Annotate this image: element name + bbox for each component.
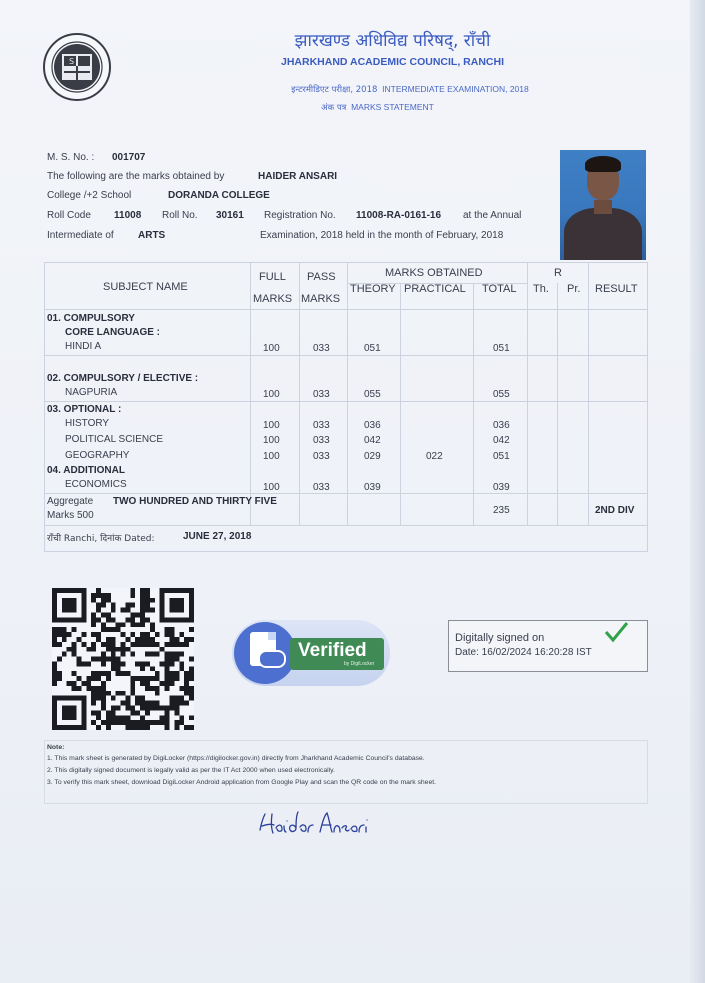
college-name: DORANDA COLLEGE	[168, 190, 270, 201]
handwritten-signature	[258, 806, 388, 842]
section-optional: 03. OPTIONAL :	[47, 404, 122, 415]
exam-title	[0, 84, 705, 95]
header-full-marks: MARKS	[253, 293, 293, 305]
ms-title-hindi: अंक पत्र	[321, 103, 347, 113]
note-item: 3. To verify this mark sheet, download DigiLocker Android application from Google Play and scan the QR code on the mark sheet.	[47, 779, 437, 786]
total-marks: 036	[493, 420, 510, 431]
header-total: TOTAL	[482, 283, 517, 295]
aggregate-label: Aggregate	[47, 496, 94, 507]
grid-line	[299, 263, 300, 525]
theory-marks: 055	[364, 389, 381, 400]
theory-marks: 039	[364, 482, 381, 493]
roll-code-value: 11008	[114, 210, 142, 221]
pass-marks: 033	[313, 343, 330, 354]
subject-name: POLITICAL SCIENCE	[65, 434, 163, 445]
header-full: FULL	[259, 271, 286, 283]
verified-text: Verified	[298, 640, 367, 661]
pass-marks: 033	[313, 420, 330, 431]
grid-line	[400, 283, 401, 525]
note-item: 1. This mark sheet is generated by DigiLocker (https://digilocker.gov.in) directly from Jharkhand Academic Council's database.	[47, 755, 425, 762]
student-name: HAIDER ANSARI	[258, 171, 338, 182]
header-pass: PASS	[307, 271, 336, 283]
grid-line	[473, 283, 474, 525]
result-division: 2ND DIV	[595, 505, 635, 516]
full-marks: 100	[263, 420, 280, 431]
subject-name: GEOGRAPHY	[65, 450, 130, 461]
total-marks: 051	[493, 451, 510, 462]
svg-text:S: S	[69, 57, 75, 66]
header-marks-obtained: MARKS OBTAINED	[385, 267, 483, 279]
header-subject-name: SUBJECT NAME	[103, 281, 188, 293]
section-additional: 04. ADDITIONAL	[47, 465, 125, 476]
note-title: Note:	[47, 744, 65, 751]
total-marks: 039	[493, 482, 510, 493]
signed-date: Date: 16/02/2024 16:20:28 IST	[455, 647, 592, 658]
grid-line	[250, 263, 251, 525]
ms-no-value: 001707	[112, 152, 146, 163]
full-marks: 100	[263, 343, 280, 354]
photo-hair	[585, 156, 621, 172]
dated-label: राँची Ranchi, दिनांक Dated:	[47, 534, 155, 544]
pass-marks: 033	[313, 389, 330, 400]
full-marks: 100	[263, 435, 280, 446]
qr-code	[52, 588, 194, 730]
header-r: R	[554, 267, 562, 279]
grid-line	[557, 283, 558, 525]
photo-neck	[594, 200, 612, 214]
dated-value: JUNE 27, 2018	[183, 531, 252, 542]
total-marks: 042	[493, 435, 510, 446]
grid-line	[45, 355, 647, 356]
cloud-icon	[258, 650, 286, 668]
signed-on-label: Digitally signed on	[455, 632, 545, 644]
grid-line	[45, 493, 647, 494]
header-result: RESULT	[595, 283, 638, 295]
pass-marks: 033	[313, 451, 330, 462]
council-english-title: JHARKHAND ACADEMIC COUNCIL, RANCHI	[280, 56, 505, 68]
theory-marks: 029	[364, 451, 381, 462]
exam-title-english: INTERMEDIATE EXAMINATION, 2018	[382, 84, 529, 94]
header-pr: Pr.	[567, 283, 581, 295]
ms-no-label: M. S. No. :	[47, 152, 95, 163]
exam-title-hindi: इन्टरमीडिएट परीक्षा, 2018	[291, 85, 378, 95]
annual-text: at the Annual	[463, 210, 522, 221]
full-marks: 100	[263, 482, 280, 493]
header-pass-marks: MARKS	[301, 293, 341, 305]
aggregate-in-words: TWO HUNDRED AND THIRTY FIVE	[113, 496, 277, 507]
stream-value: ARTS	[138, 230, 166, 241]
note-item: 2. This digitally signed document is legally valid as per the IT Act 2000 when used electronically.	[47, 767, 335, 774]
theory-marks: 051	[364, 343, 381, 354]
roll-code-label: Roll Code	[47, 210, 91, 221]
grid-line	[347, 263, 348, 525]
digital-signature-box	[448, 620, 648, 672]
subject-name: HINDI A	[65, 341, 102, 352]
intro-text: The following are the marks obtained by	[47, 171, 225, 182]
subject-name: HISTORY	[65, 418, 110, 429]
college-label: College /+2 School	[47, 190, 132, 201]
grid-line	[45, 401, 647, 402]
subject-name: NAGPURIA	[65, 387, 118, 398]
paper-fold	[690, 0, 705, 983]
ms-title-english: MARKS STATEMENT	[351, 102, 434, 112]
max-marks-label: Marks 500	[47, 510, 94, 521]
header-theory: THEORY	[350, 283, 396, 295]
theory-marks: 042	[364, 435, 381, 446]
grid-line	[588, 263, 589, 525]
photo-body	[564, 208, 642, 260]
intermediate-label: Intermediate of	[47, 230, 114, 241]
marks-table	[44, 262, 648, 552]
section-core-language: CORE LANGUAGE :	[65, 327, 160, 338]
roll-no-value: 30161	[216, 210, 244, 221]
pass-marks: 033	[313, 435, 330, 446]
registration-label: Registration No.	[264, 210, 336, 221]
total-marks: 051	[493, 343, 510, 354]
student-photo	[560, 150, 646, 260]
full-marks: 100	[263, 389, 280, 400]
council-hindi-title: झारखण्ड अधिविद्य परिषद्, राँची	[294, 31, 491, 51]
pass-marks: 033	[313, 482, 330, 493]
roll-no-label: Roll No.	[162, 210, 198, 221]
grid-line	[45, 525, 647, 526]
digilocker-verified-badge	[232, 620, 390, 686]
registration-value: 11008-RA-0161-16	[356, 210, 442, 221]
exam-held-text: Examination, 2018 held in the month of February, 2018	[260, 230, 504, 241]
theory-marks: 036	[364, 420, 381, 431]
aggregate-total: 235	[493, 505, 510, 516]
verified-subtext: by DigiLocker	[344, 661, 375, 667]
full-marks: 100	[263, 451, 280, 462]
header-practical: PRACTICAL	[404, 283, 466, 295]
check-mark-icon	[603, 621, 629, 643]
marks-statement-title	[0, 102, 705, 113]
notes-section	[44, 740, 648, 804]
practical-marks: 022	[426, 451, 443, 462]
header-th: Th.	[533, 283, 549, 295]
section-compulsory: 01. COMPULSORY	[47, 313, 135, 324]
total-marks: 055	[493, 389, 510, 400]
grid-line	[527, 263, 528, 525]
subject-name: ECONOMICS	[65, 479, 127, 490]
section-compulsory-elective: 02. COMPULSORY / ELECTIVE :	[47, 373, 199, 384]
grid-line	[45, 309, 647, 310]
